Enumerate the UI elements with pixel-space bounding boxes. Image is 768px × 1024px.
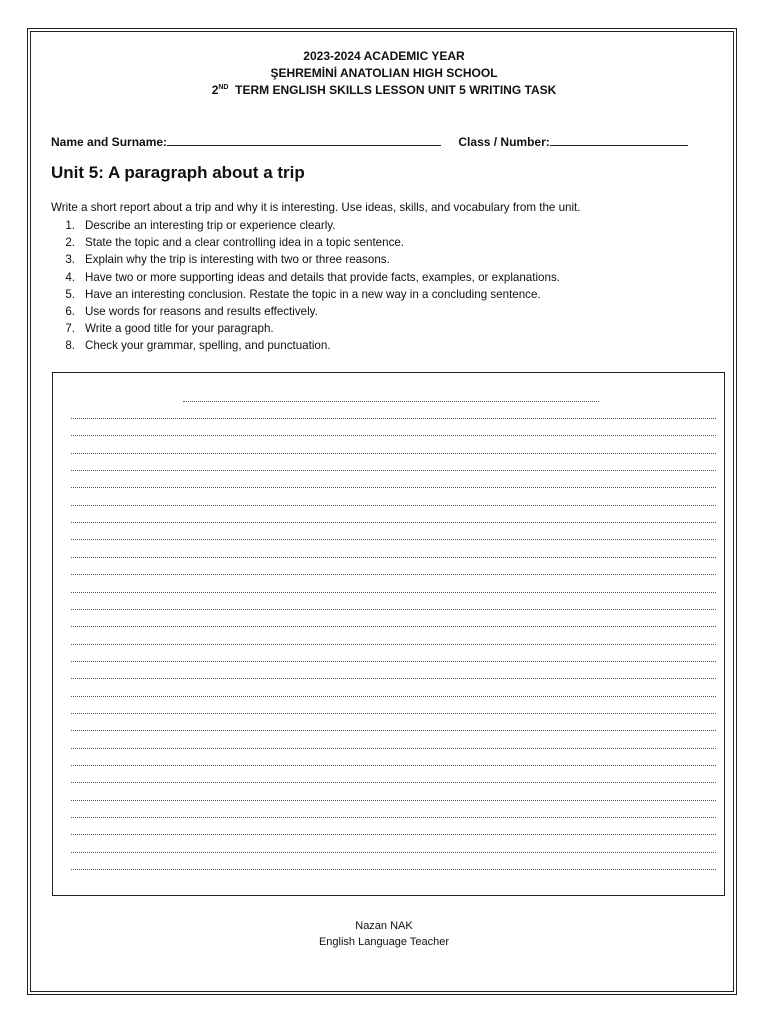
writing-line[interactable] xyxy=(71,453,716,454)
school-name: ŞEHREMİNİ ANATOLIAN HIGH SCHOOL xyxy=(270,66,498,80)
paragraph-title-line[interactable] xyxy=(183,401,599,402)
lesson-term-number: 2 xyxy=(211,83,219,97)
instruction-item: 4. Have two or more supporting ideas and details that provide facts, examples, or explanations. xyxy=(65,270,560,284)
writing-line[interactable] xyxy=(71,713,716,714)
instruction-item: 5. Have an interesting conclusion. Restate the topic in a new way in a concluding sentence. xyxy=(65,287,541,301)
unit-title: Unit 5: A paragraph about a trip xyxy=(51,163,305,182)
writing-line[interactable] xyxy=(71,661,716,662)
name-label: Name and Surname: xyxy=(51,135,168,149)
writing-line[interactable] xyxy=(71,852,716,853)
writing-line[interactable] xyxy=(71,626,716,627)
writing-line[interactable] xyxy=(71,800,716,801)
writing-line[interactable] xyxy=(71,609,716,610)
writing-line[interactable] xyxy=(71,557,716,558)
instruction-item: 2. State the topic and a clear controlling idea in a topic sentence. xyxy=(65,236,405,250)
writing-line[interactable] xyxy=(71,748,716,749)
writing-line[interactable] xyxy=(71,730,716,731)
instruction-item: 8. Check your grammar, spelling, and punctuation. xyxy=(65,339,331,353)
document-header xyxy=(30,48,738,99)
student-info-row xyxy=(51,133,688,149)
instruction-item: 6. Use words for reasons and results effectively. xyxy=(65,305,318,319)
writing-line[interactable] xyxy=(71,834,716,835)
writing-line[interactable] xyxy=(71,678,716,679)
task-intro: Write a short report about a trip and why it is interesting. Use ideas, skills, and vocabulary from the unit. xyxy=(51,201,581,214)
footer xyxy=(30,918,738,950)
lesson-term-suffix: ND xyxy=(218,84,229,91)
writing-line[interactable] xyxy=(71,696,716,697)
writing-line[interactable] xyxy=(71,470,716,471)
writing-line[interactable] xyxy=(71,592,716,593)
instruction-item: 7. Write a good title for your paragraph. xyxy=(65,322,274,336)
writing-line[interactable] xyxy=(71,487,716,488)
writing-line[interactable] xyxy=(71,765,716,766)
academic-year: 2023-2024 ACADEMIC YEAR xyxy=(303,49,465,63)
teacher-name: Nazan NAK xyxy=(355,920,413,932)
lesson-term-rest: TERM ENGLISH SKILLS LESSON UNIT 5 WRITING TASK xyxy=(235,83,557,97)
writing-line[interactable] xyxy=(71,418,716,419)
class-number-field[interactable] xyxy=(550,133,688,146)
writing-line[interactable] xyxy=(71,869,716,870)
class-label: Class / Number: xyxy=(458,135,550,149)
writing-area[interactable] xyxy=(52,372,725,896)
name-field[interactable] xyxy=(167,133,441,146)
writing-line[interactable] xyxy=(71,782,716,783)
lesson-title xyxy=(30,82,738,99)
writing-line[interactable] xyxy=(71,644,716,645)
writing-line[interactable] xyxy=(71,574,716,575)
instruction-item: 3. Explain why the trip is interesting with two or three reasons. xyxy=(65,253,390,267)
teacher-role: English Language Teacher xyxy=(318,936,450,948)
writing-line[interactable] xyxy=(71,817,716,818)
instructions-list xyxy=(51,217,560,355)
writing-line[interactable] xyxy=(71,522,716,523)
instruction-item: 1. Describe an interesting trip or experience clearly. xyxy=(65,219,336,232)
writing-line[interactable] xyxy=(71,435,716,436)
writing-line[interactable] xyxy=(71,539,716,540)
writing-line[interactable] xyxy=(71,505,716,506)
